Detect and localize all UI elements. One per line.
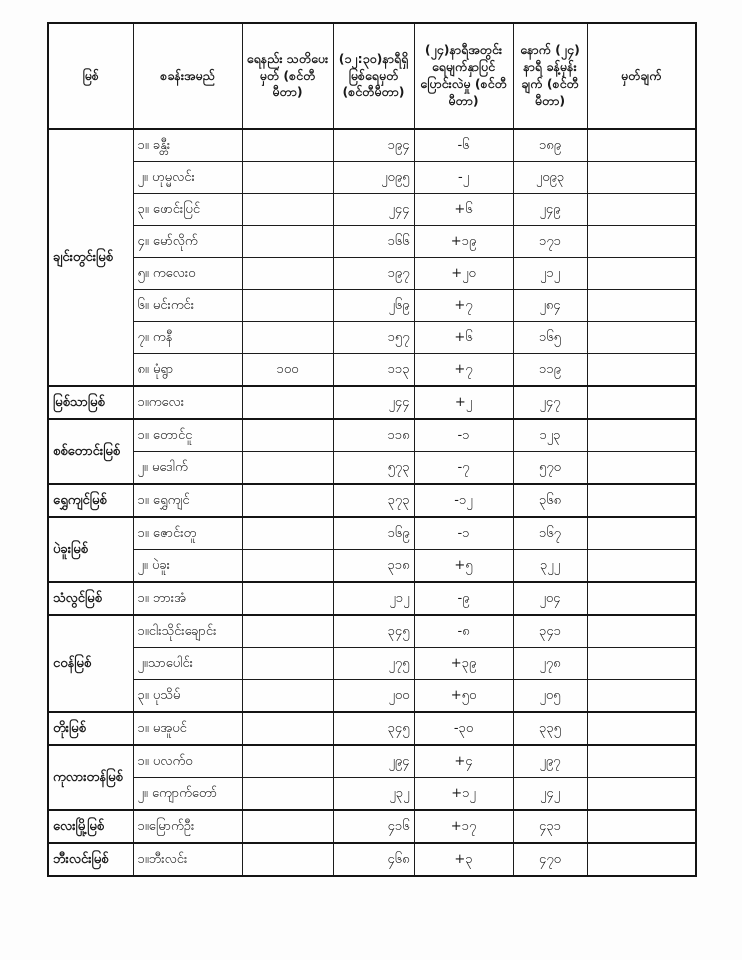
change-cell: +၂၀: [414, 258, 513, 290]
table-row: [48, 810, 696, 843]
remark-cell: [587, 354, 696, 387]
station-cell: ၁။ ဇောင်းတူ: [133, 517, 242, 550]
river-name-cell: မြစ်သာမြစ်: [48, 386, 133, 419]
table-row: [48, 582, 696, 615]
change-cell: +၆: [414, 322, 513, 354]
remark-cell: [587, 162, 696, 194]
station-cell: ၇။ ကနီ: [133, 322, 242, 354]
table-row: [48, 129, 696, 162]
remark-cell: [587, 680, 696, 713]
level-cell: ၁၉၇: [333, 258, 414, 290]
warning-cell: ၁၀၀: [242, 354, 333, 387]
warning-cell: [242, 843, 333, 876]
level-cell: ၂၆၉: [333, 290, 414, 322]
change-cell: +၃: [414, 843, 513, 876]
station-cell: ၄။ မော်လိုက်: [133, 226, 242, 258]
remark-cell: [587, 712, 696, 745]
forecast-cell: ၂၈၄: [513, 290, 587, 322]
warning-cell: [242, 162, 333, 194]
warning-cell: [242, 386, 333, 419]
level-cell: ၁၅၇: [333, 322, 414, 354]
remark-cell: [587, 129, 696, 162]
station-cell: ၂။ ကျောက်တော်: [133, 778, 242, 811]
change-cell: +၆: [414, 194, 513, 226]
river-name-cell: ဘီးလင်းမြစ်: [48, 843, 133, 876]
table-row: [48, 419, 696, 452]
level-cell: ၂၁၂: [333, 582, 414, 615]
station-cell: ၁။ငါးသိုင်းချောင်း: [133, 615, 242, 648]
forecast-cell: ၂၄၂: [513, 778, 587, 811]
remark-cell: [587, 582, 696, 615]
header-station: စခန်းအမည်: [133, 23, 242, 129]
level-cell: ၁၁၃: [333, 354, 414, 387]
level-cell: ၄၁၆: [333, 810, 414, 843]
level-cell: ၁၁၈: [333, 419, 414, 452]
table-row: [48, 322, 696, 354]
station-cell: ၈။ မုံရွာ: [133, 354, 242, 387]
forecast-cell: ၅၇၀: [513, 452, 587, 485]
forecast-cell: ၂၉၇: [513, 745, 587, 778]
remark-cell: [587, 322, 696, 354]
change-cell: -၁: [414, 419, 513, 452]
remark-cell: [587, 550, 696, 583]
station-cell: ၂။ ပဲခူး: [133, 550, 242, 583]
forecast-cell: ၃၄၁: [513, 615, 587, 648]
level-cell: ၂၄၄: [333, 194, 414, 226]
remark-cell: [587, 290, 696, 322]
table-row: [48, 615, 696, 648]
station-cell: ၁။ ဘားအံ: [133, 582, 242, 615]
remark-cell: [587, 615, 696, 648]
table-row: [48, 648, 696, 680]
table-header: [48, 23, 696, 129]
warning-cell: [242, 484, 333, 517]
table-row: [48, 778, 696, 811]
table-row: [48, 680, 696, 713]
change-cell: +၁၂: [414, 778, 513, 811]
forecast-cell: ၃၆၈: [513, 484, 587, 517]
table-row: [48, 354, 696, 387]
header-warning: ရေနည်း သတိပေးမှတ် (စင်တီမီတာ): [242, 23, 333, 129]
river-water-level-table: [47, 22, 697, 877]
forecast-cell: ၂၄၉: [513, 194, 587, 226]
forecast-cell: ၂၀၄: [513, 582, 587, 615]
level-cell: ၅၇၃: [333, 452, 414, 485]
warning-cell: [242, 290, 333, 322]
header-row: [48, 23, 696, 129]
level-cell: ၄၆၈: [333, 843, 414, 876]
station-cell: ၅။ ကလေးဝ: [133, 258, 242, 290]
warning-cell: [242, 712, 333, 745]
forecast-cell: ၄၃၁: [513, 810, 587, 843]
remark-cell: [587, 226, 696, 258]
station-cell: ၁။ တောင်ငူ: [133, 419, 242, 452]
station-cell: ၁။ဘီးလင်း: [133, 843, 242, 876]
remark-cell: [587, 258, 696, 290]
warning-cell: [242, 810, 333, 843]
forecast-cell: ၂၀၉၃: [513, 162, 587, 194]
change-cell: +၇: [414, 290, 513, 322]
remark-cell: [587, 484, 696, 517]
table-row: [48, 386, 696, 419]
change-cell: +၅၀: [414, 680, 513, 713]
remark-cell: [587, 386, 696, 419]
remark-cell: [587, 810, 696, 843]
river-name-cell: ပဲခူးမြစ်: [48, 517, 133, 582]
forecast-cell: ၂၀၅: [513, 680, 587, 713]
table-row: [48, 745, 696, 778]
forecast-cell: ၃၃၅: [513, 712, 587, 745]
river-name-cell: လေးမြို့မြစ်: [48, 810, 133, 843]
station-cell: ၃။ ဖောင်းပြင်: [133, 194, 242, 226]
table-row: [48, 550, 696, 583]
table-row: [48, 712, 696, 745]
level-cell: ၃၇၃: [333, 484, 414, 517]
warning-cell: [242, 517, 333, 550]
river-name-cell: ငဝန်မြစ်: [48, 615, 133, 712]
forecast-cell: ၃၂၂: [513, 550, 587, 583]
remark-cell: [587, 194, 696, 226]
change-cell: +၄: [414, 745, 513, 778]
level-cell: ၂၉၄: [333, 745, 414, 778]
table-row: [48, 162, 696, 194]
forecast-cell: ၂၁၂: [513, 258, 587, 290]
level-cell: ၁၆၉: [333, 517, 414, 550]
warning-cell: [242, 194, 333, 226]
table-row: [48, 517, 696, 550]
level-cell: ၂၇၅: [333, 648, 414, 680]
header-forecast: နောက် (၂၄) နာရီ ခန့်မှန်းချက် (စင်တီမီတာ): [513, 23, 587, 129]
level-cell: ၁၆၆: [333, 226, 414, 258]
forecast-cell: ၁၁၉: [513, 354, 587, 387]
forecast-cell: ၁၆၇: [513, 517, 587, 550]
warning-cell: [242, 258, 333, 290]
table-row: [48, 226, 696, 258]
level-cell: ၃၁၈: [333, 550, 414, 583]
table-row: [48, 258, 696, 290]
station-cell: ၁။ကလေး: [133, 386, 242, 419]
warning-cell: [242, 322, 333, 354]
remark-cell: [587, 419, 696, 452]
forecast-cell: ၁၆၅: [513, 322, 587, 354]
forecast-cell: ၂၇၈: [513, 648, 587, 680]
change-cell: +၃၉: [414, 648, 513, 680]
warning-cell: [242, 745, 333, 778]
warning-cell: [242, 226, 333, 258]
river-name-cell: သံလွင်မြစ်: [48, 582, 133, 615]
warning-cell: [242, 615, 333, 648]
header-level: (၁၂:၃၀)နာရီရှိ မြစ်ရေမှတ် (စင်တီမီတာ): [333, 23, 414, 129]
table-row: [48, 843, 696, 876]
change-cell: +၂: [414, 386, 513, 419]
level-cell: ၂၃၂: [333, 778, 414, 811]
forecast-cell: ၁၈၉: [513, 129, 587, 162]
table-body: [48, 129, 696, 876]
level-cell: ၃၄၅: [333, 712, 414, 745]
table-row: [48, 194, 696, 226]
table-row: [48, 484, 696, 517]
header-river: မြစ်: [48, 23, 133, 129]
warning-cell: [242, 680, 333, 713]
remark-cell: [587, 517, 696, 550]
change-cell: +၅: [414, 550, 513, 583]
change-cell: +၁၉: [414, 226, 513, 258]
forecast-cell: ၂၄၇: [513, 386, 587, 419]
remark-cell: [587, 452, 696, 485]
remark-cell: [587, 648, 696, 680]
river-name-cell: စစ်တောင်းမြစ်: [48, 419, 133, 484]
table-row: [48, 452, 696, 485]
station-cell: ၁။ ရွှေကျင်: [133, 484, 242, 517]
station-cell: ၆။ မင်းကင်း: [133, 290, 242, 322]
forecast-cell: ၁၂၃: [513, 419, 587, 452]
change-cell: -၁၂: [414, 484, 513, 517]
warning-cell: [242, 129, 333, 162]
station-cell: ၁။ ပလက်ဝ: [133, 745, 242, 778]
warning-cell: [242, 550, 333, 583]
remark-cell: [587, 843, 696, 876]
table-row: [48, 290, 696, 322]
station-cell: ၁။ ခန္တီး: [133, 129, 242, 162]
river-name-cell: တိုးမြစ်: [48, 712, 133, 745]
station-cell: ၁။ မအူပင်: [133, 712, 242, 745]
level-cell: ၂၀၀: [333, 680, 414, 713]
station-cell: ၂။ မဒေါက်: [133, 452, 242, 485]
change-cell: -၂: [414, 162, 513, 194]
station-cell: ၃။ ပုသိမ်: [133, 680, 242, 713]
header-remark: မှတ်ချက်: [587, 23, 696, 129]
change-cell: -၆: [414, 129, 513, 162]
station-cell: ၂။သာပေါင်း: [133, 648, 242, 680]
level-cell: ၁၉၄: [333, 129, 414, 162]
warning-cell: [242, 778, 333, 811]
level-cell: ၃၄၅: [333, 615, 414, 648]
level-cell: ၂၄၄: [333, 386, 414, 419]
warning-cell: [242, 419, 333, 452]
river-name-cell: ရွှေကျင်မြစ်: [48, 484, 133, 517]
warning-cell: [242, 648, 333, 680]
change-cell: -၁: [414, 517, 513, 550]
forecast-cell: ၁၇၁: [513, 226, 587, 258]
station-cell: ၁။မြောက်ဦး: [133, 810, 242, 843]
level-cell: ၂၀၉၅: [333, 162, 414, 194]
remark-cell: [587, 745, 696, 778]
change-cell: -၈: [414, 615, 513, 648]
change-cell: -၇: [414, 452, 513, 485]
change-cell: -၉: [414, 582, 513, 615]
change-cell: -၃၀: [414, 712, 513, 745]
header-change: (၂၄)နာရီအတွင်း ရေမျက်နှာပြင် ပြောင်းလဲမှု (စင်တီမီတာ): [414, 23, 513, 129]
station-cell: ၂။ ဟုမ္မလင်း: [133, 162, 242, 194]
remark-cell: [587, 778, 696, 811]
forecast-cell: ၄၇၀: [513, 843, 587, 876]
change-cell: +၇: [414, 354, 513, 387]
warning-cell: [242, 452, 333, 485]
warning-cell: [242, 582, 333, 615]
river-name-cell: ကုလားတန်မြစ်: [48, 745, 133, 810]
change-cell: +၁၇: [414, 810, 513, 843]
river-name-cell: ချင်းတွင်းမြစ်: [48, 129, 133, 386]
